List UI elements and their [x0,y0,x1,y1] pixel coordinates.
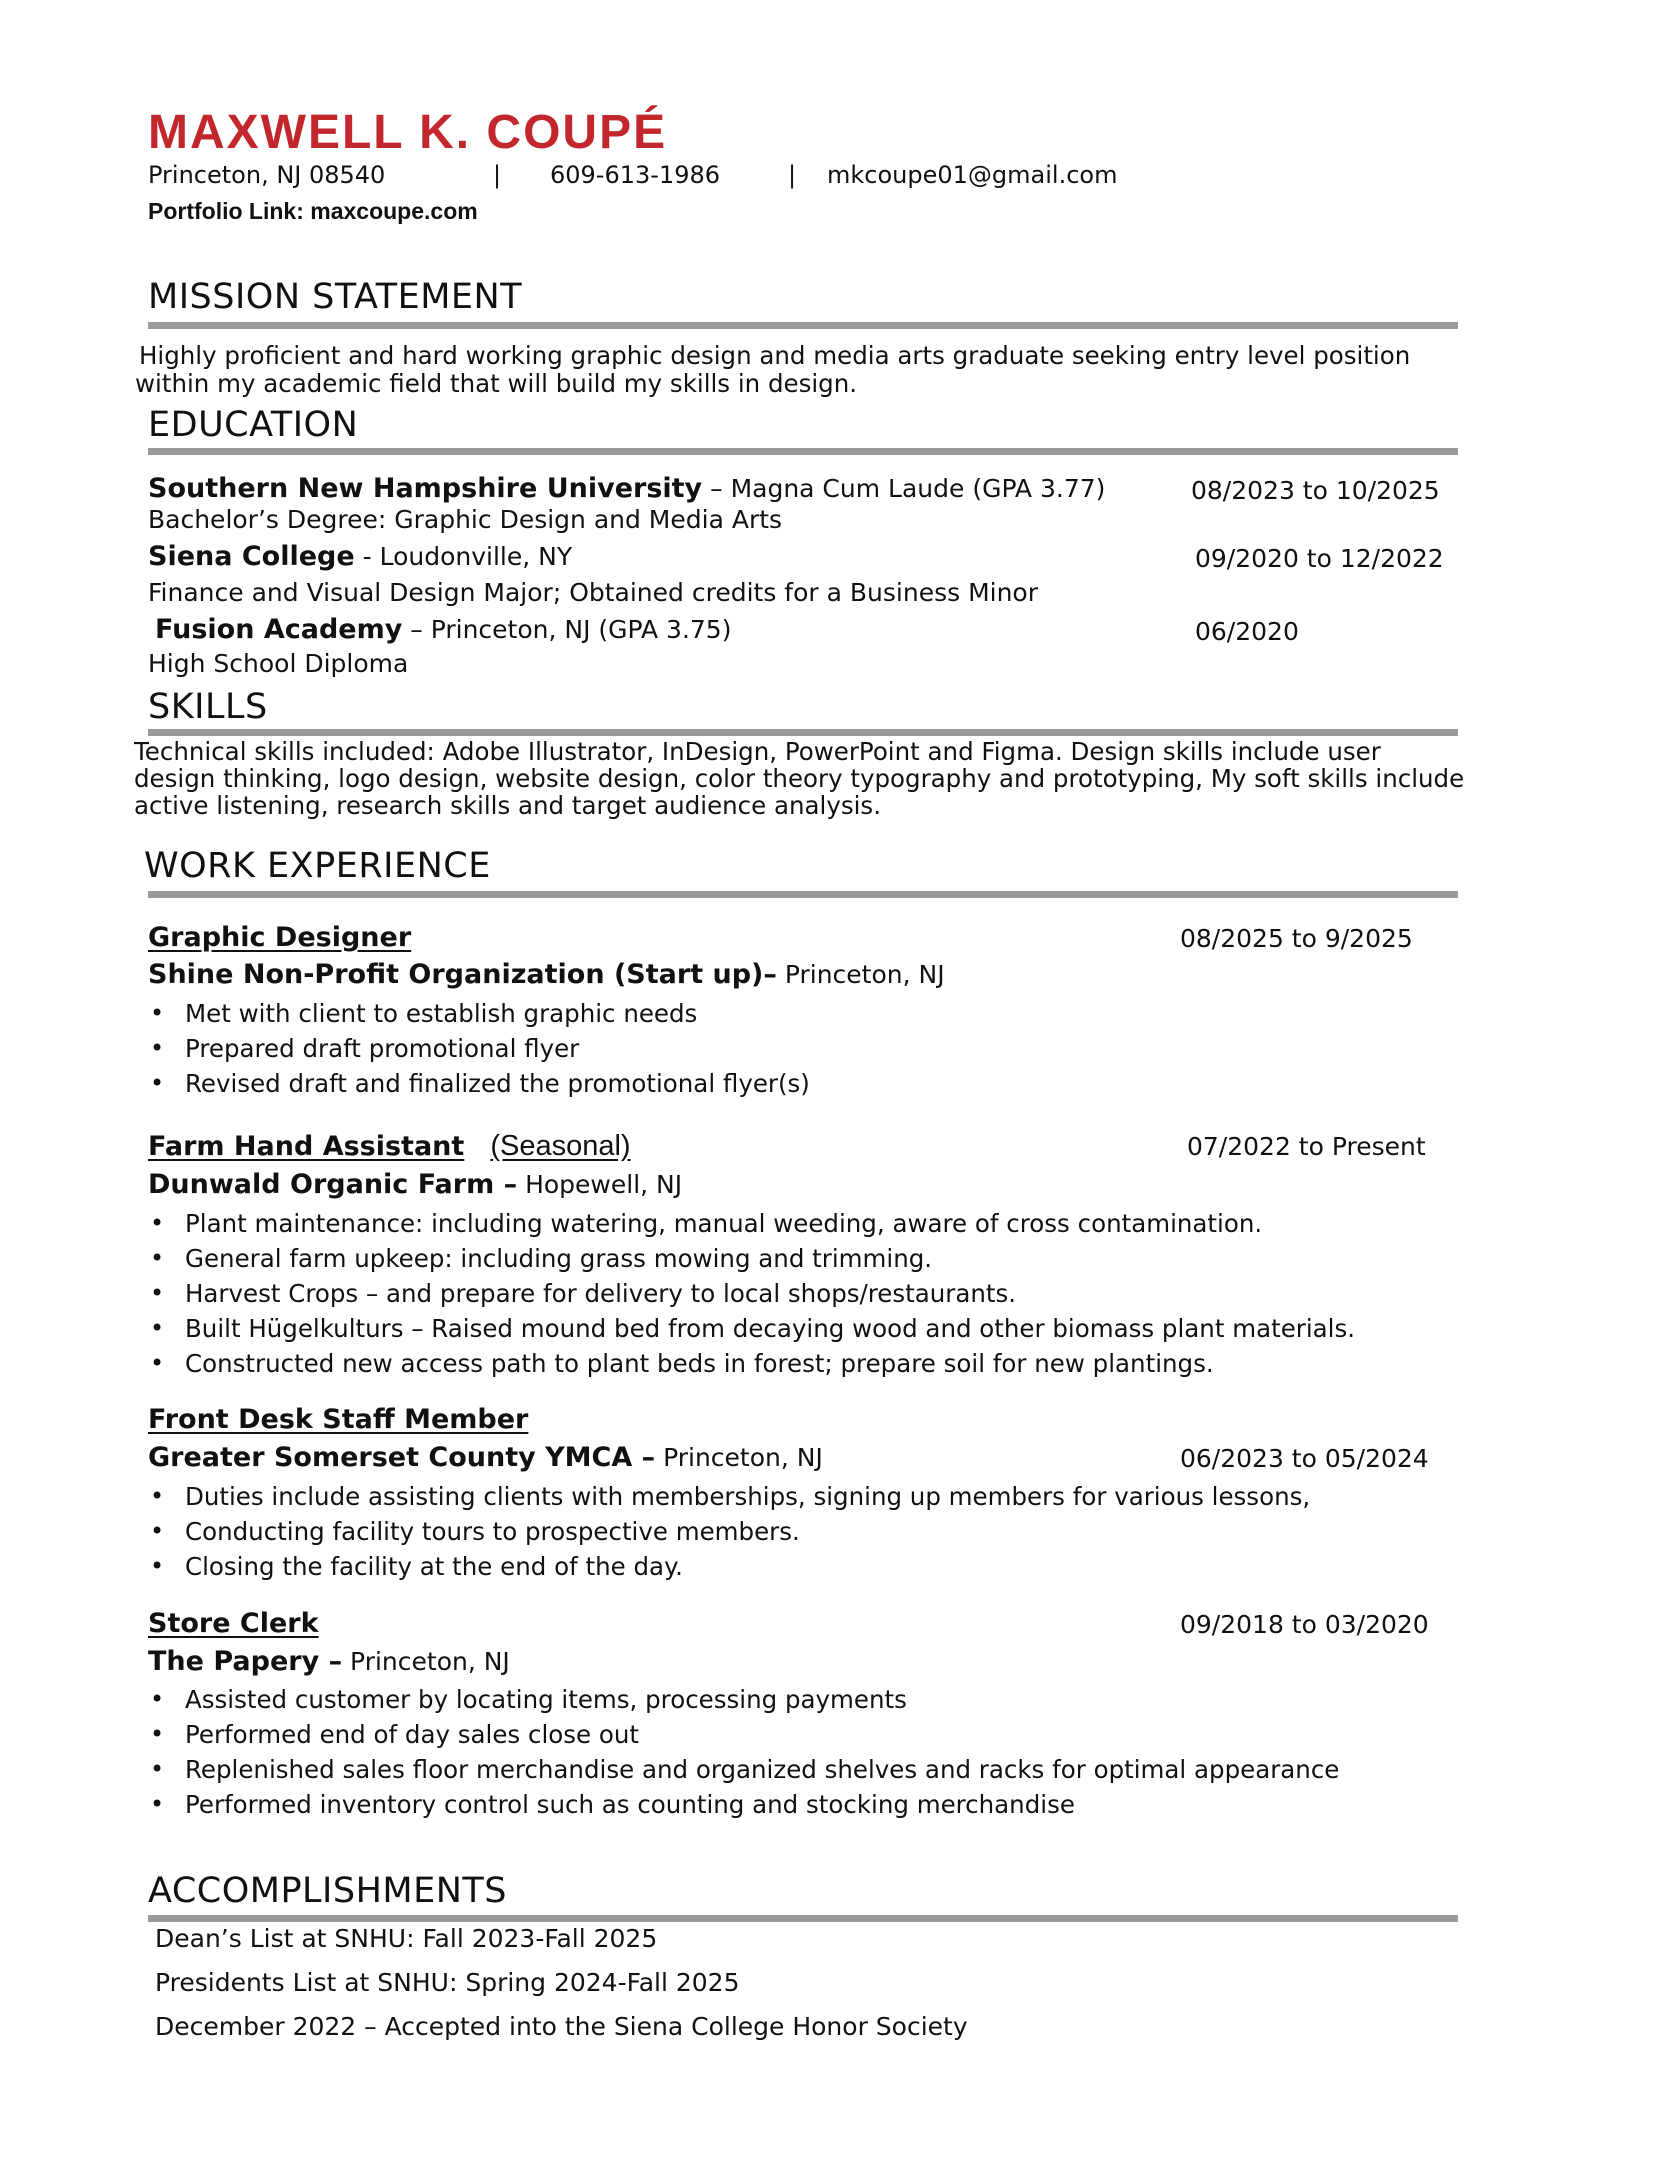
list-item: • Plant maintenance: including watering, manual weeding, aware of cross contamination. [148,1206,1355,1241]
education-school [155,614,731,646]
school-name: Southern New Hampshire University [148,473,703,504]
list-item: • Performed inventory control such as counting and stocking merchandise [148,1787,1339,1822]
organization-separator: – [763,959,777,990]
education-heading: EDUCATION [148,405,359,445]
portfolio-link[interactable]: Portfolio Link: maxcoupe.com [148,198,478,224]
school-name: Siena College [148,541,355,572]
organization-location: Princeton, NJ [776,960,945,989]
education-dates: 06/2020 [1195,617,1299,646]
mission-text-line: within my academic field that will build my skills in design. [135,369,858,398]
list-item: • Revised draft and finalized the promotional flyer(s) [148,1066,810,1101]
skills-text-line: design thinking, logo design, website design, color theory typography and prototyping, My soft skills include [134,764,1465,793]
list-item: • General farm upkeep: including grass mowing and trimming. [148,1241,1355,1276]
education-school [148,473,1105,505]
phone-number: 609-613-1986 [550,161,721,189]
section-divider [148,729,1458,736]
education-degree: Bachelor’s Degree: Graphic Design and Media Arts [148,505,783,534]
list-item: • Duties include assisting clients with memberships, signing up members for various lessons, [148,1479,1310,1514]
candidate-name: MAXWELL K. COUPÉ [148,106,668,159]
school-detail: - Loudonville, NY [354,542,573,571]
job-title: Graphic Designer [148,922,412,953]
school-detail: – Magna Cum Laude (GPA 3.77) [702,474,1106,503]
accomplishments-heading: ACCOMPLISHMENTS [148,1871,508,1911]
job-organization [148,1645,510,1679]
list-item: • Prepared draft promotional flyer [148,1031,810,1066]
section-divider [148,448,1458,455]
list-item: • Built Hügelkulturs – Raised mound bed from decaying wood and other biomass plant materials. [148,1311,1355,1346]
job-dates: 09/2018 to 03/2020 [1180,1610,1429,1639]
skills-text-line: Technical skills included: Adobe Illustrator, InDesign, PowerPoint and Figma. Design skills include user [134,737,1381,766]
list-item: • Constructed new access path to plant beds in forest; prepare soil for new plantings. [148,1346,1355,1381]
school-name: Fusion Academy [155,614,403,645]
list-item: • Performed end of day sales close out [148,1717,1339,1752]
job-title: Store Clerk [148,1608,319,1639]
education-school [148,541,572,573]
job-duties-list [148,1479,1310,1584]
accomplishment-item: December 2022 – Accepted into the Siena College Honor Society [155,2012,968,2041]
education-dates: 09/2020 to 12/2022 [1195,544,1444,573]
education-degree: High School Diploma [148,649,409,678]
email-address[interactable]: mkcoupe01@gmail.com [827,161,1118,189]
school-detail: – Princeton, NJ (GPA 3.75) [402,615,732,644]
job-organization [148,1168,682,1202]
accomplishment-item: Presidents List at SNHU: Spring 2024-Fall 2025 [155,1968,740,1997]
job-organization [148,1441,823,1475]
organization-location: Hopewell, NJ [517,1170,683,1199]
mission-text-line: Highly proficient and hard working graphic design and media arts graduate seeking entry level position [139,341,1411,370]
education-degree: Finance and Visual Design Major; Obtained credits for a Business Minor [148,578,1039,607]
contact-separator: | [788,161,797,189]
job-title-row [148,1129,631,1164]
job-title: Front Desk Staff Member [148,1404,529,1435]
job-duties-list [148,996,810,1101]
list-item: • Replenished sales floor merchandise and organized shelves and racks for optimal appearance [148,1752,1339,1787]
job-duties-list [148,1206,1355,1381]
list-item: • Met with client to establish graphic needs [148,996,810,1031]
section-divider [148,1915,1458,1922]
job-dates: 08/2025 to 9/2025 [1180,924,1413,953]
location: Princeton, NJ 08540 [148,161,386,189]
job-dates: 07/2022 to Present [1187,1132,1426,1161]
section-divider [148,322,1458,329]
job-dates: 06/2023 to 05/2024 [1180,1444,1429,1473]
skills-heading: SKILLS [148,687,268,727]
organization-location: Princeton, NJ [342,1647,510,1676]
list-item: • Assisted customer by locating items, processing payments [148,1682,1339,1717]
contact-separator: | [493,161,502,189]
section-divider [148,891,1458,898]
job-title: Farm Hand Assistant [148,1131,465,1162]
organization-name: Greater Somerset County YMCA [148,1442,633,1473]
organization-name: Dunwald Organic Farm [148,1169,495,1200]
list-item: • Conducting facility tours to prospective members. [148,1514,1310,1549]
list-item: • Closing the facility at the end of the day. [148,1549,1310,1584]
mission-heading: MISSION STATEMENT [148,277,523,317]
job-title-suffix: (Seasonal) [490,1130,631,1162]
accomplishment-item: Dean’s List at SNHU: Fall 2023-Fall 2025 [155,1924,658,1953]
skills-text-line: active listening, research skills and target audience analysis. [134,791,881,820]
organization-name: Shine Non-Profit Organization (Start up) [148,959,764,990]
education-dates: 08/2023 to 10/2025 [1191,476,1440,505]
organization-separator: – [319,1646,343,1677]
job-duties-list [148,1682,1339,1822]
work-heading: WORK EXPERIENCE [144,846,491,886]
job-organization [148,958,945,992]
list-item: • Harvest Crops – and prepare for delivery to local shops/restaurants. [148,1276,1355,1311]
organization-separator: – [632,1442,656,1473]
organization-separator: – [494,1169,518,1200]
organization-name: The Papery [148,1646,320,1677]
organization-location: Princeton, NJ [655,1443,823,1472]
